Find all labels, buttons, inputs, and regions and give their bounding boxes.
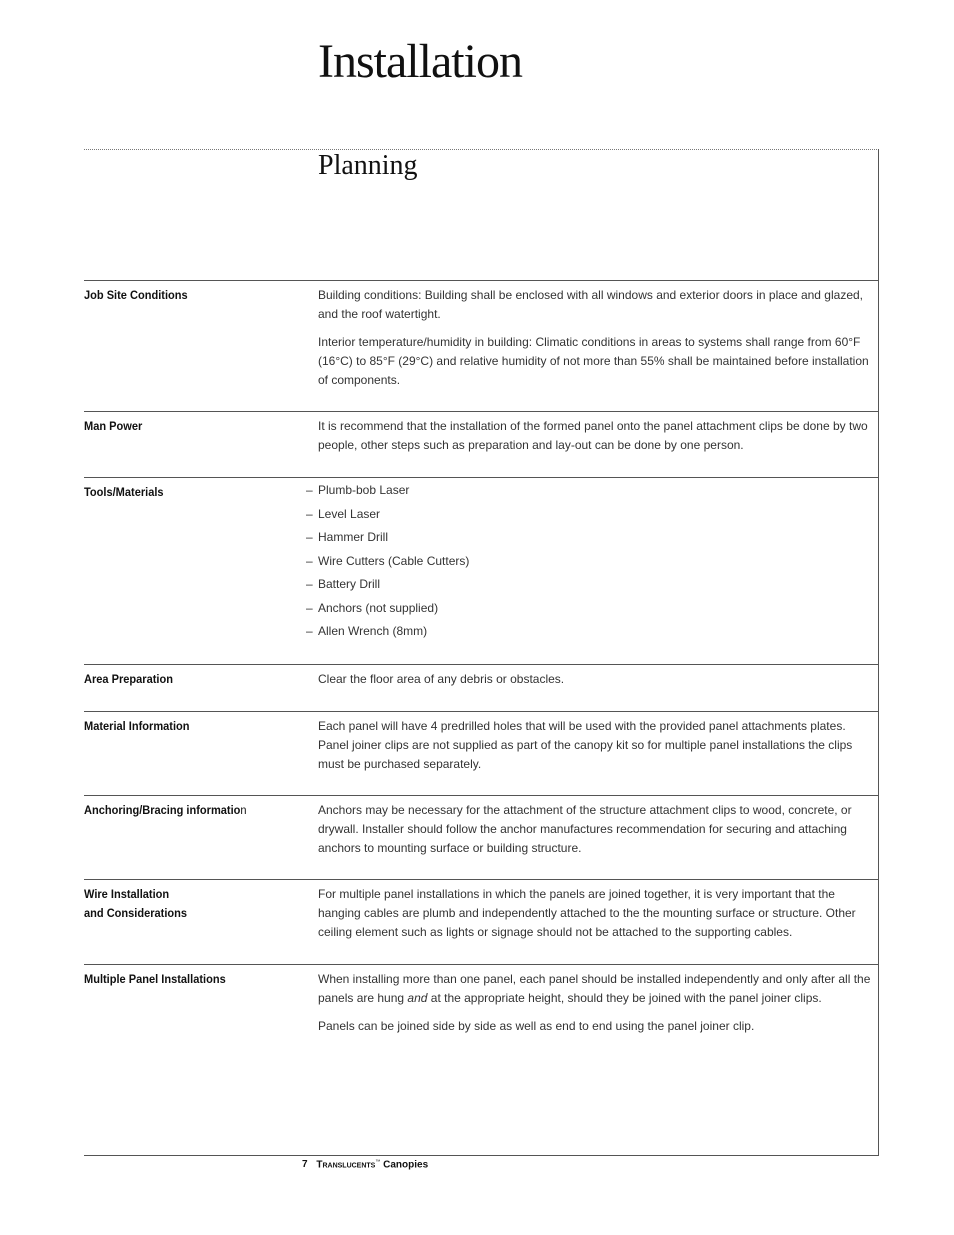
- list-item: – Hammer Drill: [306, 530, 388, 544]
- section-label: Tools/Materials: [84, 485, 164, 499]
- section-material-information: [84, 711, 879, 771]
- section-multiple-panel-installations: [84, 964, 879, 1033]
- list-item: – Level Laser: [306, 506, 381, 521]
- section-heading: Planning: [318, 150, 418, 181]
- paragraph: When installing more than one panel, each panel should be installed independently and only after all the panels are hung and at the appropriate height, should they be joined with the panel joiner clips.: [318, 972, 871, 1005]
- section-body: [318, 717, 878, 783]
- list-item: – Plumb-bob Laser: [306, 483, 410, 497]
- paragraph: Each panel will have 4 predrilled holes that will be used with the provided panel attachments plates. Panel joiner clips are not supplied as part of the canopy kit so for multiple panel installations the clips must be purchased separately.: [318, 719, 853, 771]
- page-title: Installation: [318, 35, 522, 88]
- section-wire-installation: [84, 879, 879, 939]
- section-job-site-conditions: [84, 280, 879, 387]
- section-label: Job Site Conditions: [84, 288, 188, 302]
- section-anchoring-bracing: [84, 795, 879, 855]
- section-label: Anchoring/Bracing information: [84, 803, 247, 817]
- paragraph: Building conditions: Building shall be enclosed with all windows and exterior doors in place and glazed, and the roof watertight.: [318, 288, 863, 321]
- list-item: – Allen Wrench (8mm): [306, 624, 428, 638]
- section-body: [306, 479, 878, 644]
- right-margin-rule: [878, 149, 879, 1155]
- section-body: [318, 801, 878, 867]
- paragraph: Panels can be joined side by side as well as end to end using the panel joiner clip.: [318, 1019, 755, 1033]
- list-item: – Battery Drill: [306, 577, 381, 591]
- footer-divider: [84, 1155, 879, 1156]
- list-item: – Wire Cutters (Cable Cutters): [306, 553, 470, 568]
- section-label: Multiple Panel Installations: [84, 972, 226, 986]
- section-body: [318, 417, 878, 464]
- page-footer: [302, 1159, 428, 1170]
- paragraph: It is recommend that the installation of the formed panel onto the panel attachment clips be done by two people, other steps such as preparation and lay-out can be done by one person.: [318, 419, 868, 452]
- section-label: Material Information: [84, 719, 190, 733]
- section-body: [318, 885, 878, 951]
- trademark-symbol: ™: [375, 1159, 381, 1165]
- brand-name: Translucents: [316, 1159, 376, 1171]
- tools-list: [306, 479, 878, 644]
- section-label: Man Power: [84, 419, 143, 433]
- section-body: [318, 970, 878, 1045]
- list-item: – Anchors (not supplied): [306, 600, 439, 615]
- section-body: [318, 286, 878, 399]
- section-man-power: [84, 411, 879, 452]
- section-label: Area Preparation: [84, 672, 173, 686]
- section-label: Wire Installation and Considerations: [84, 887, 188, 920]
- paragraph: Anchors may be necessary for the attachment of the structure attachment clips to wood, concrete, or drywall. Installer should follow the anchor manufactures recommendation for securing and attaching anchors to mounting surface or building structure.: [318, 803, 852, 855]
- page-number: 7: [302, 1159, 308, 1171]
- section-tools-materials: [84, 477, 879, 638]
- product-name: Canopies: [383, 1159, 429, 1171]
- section-area-preparation: [84, 664, 879, 686]
- paragraph: Interior temperature/humidity in building: Climatic conditions in areas to systems shall range from 60°F (16°C) to 85°F (29°C) and relative humidity of not more than 55% shall be maintained before installation of components.: [318, 335, 869, 387]
- dotted-divider: [84, 149, 879, 150]
- paragraph: For multiple panel installations in which the panels are joined together, it is very important that the hanging cables are plumb and independently attached to the the mounting surface or structure. Other ceiling element such as lights or signage should not be attached to the supporting cables.: [318, 887, 856, 939]
- paragraph: Clear the floor area of any debris or obstacles.: [318, 672, 565, 686]
- section-body: [318, 670, 878, 698]
